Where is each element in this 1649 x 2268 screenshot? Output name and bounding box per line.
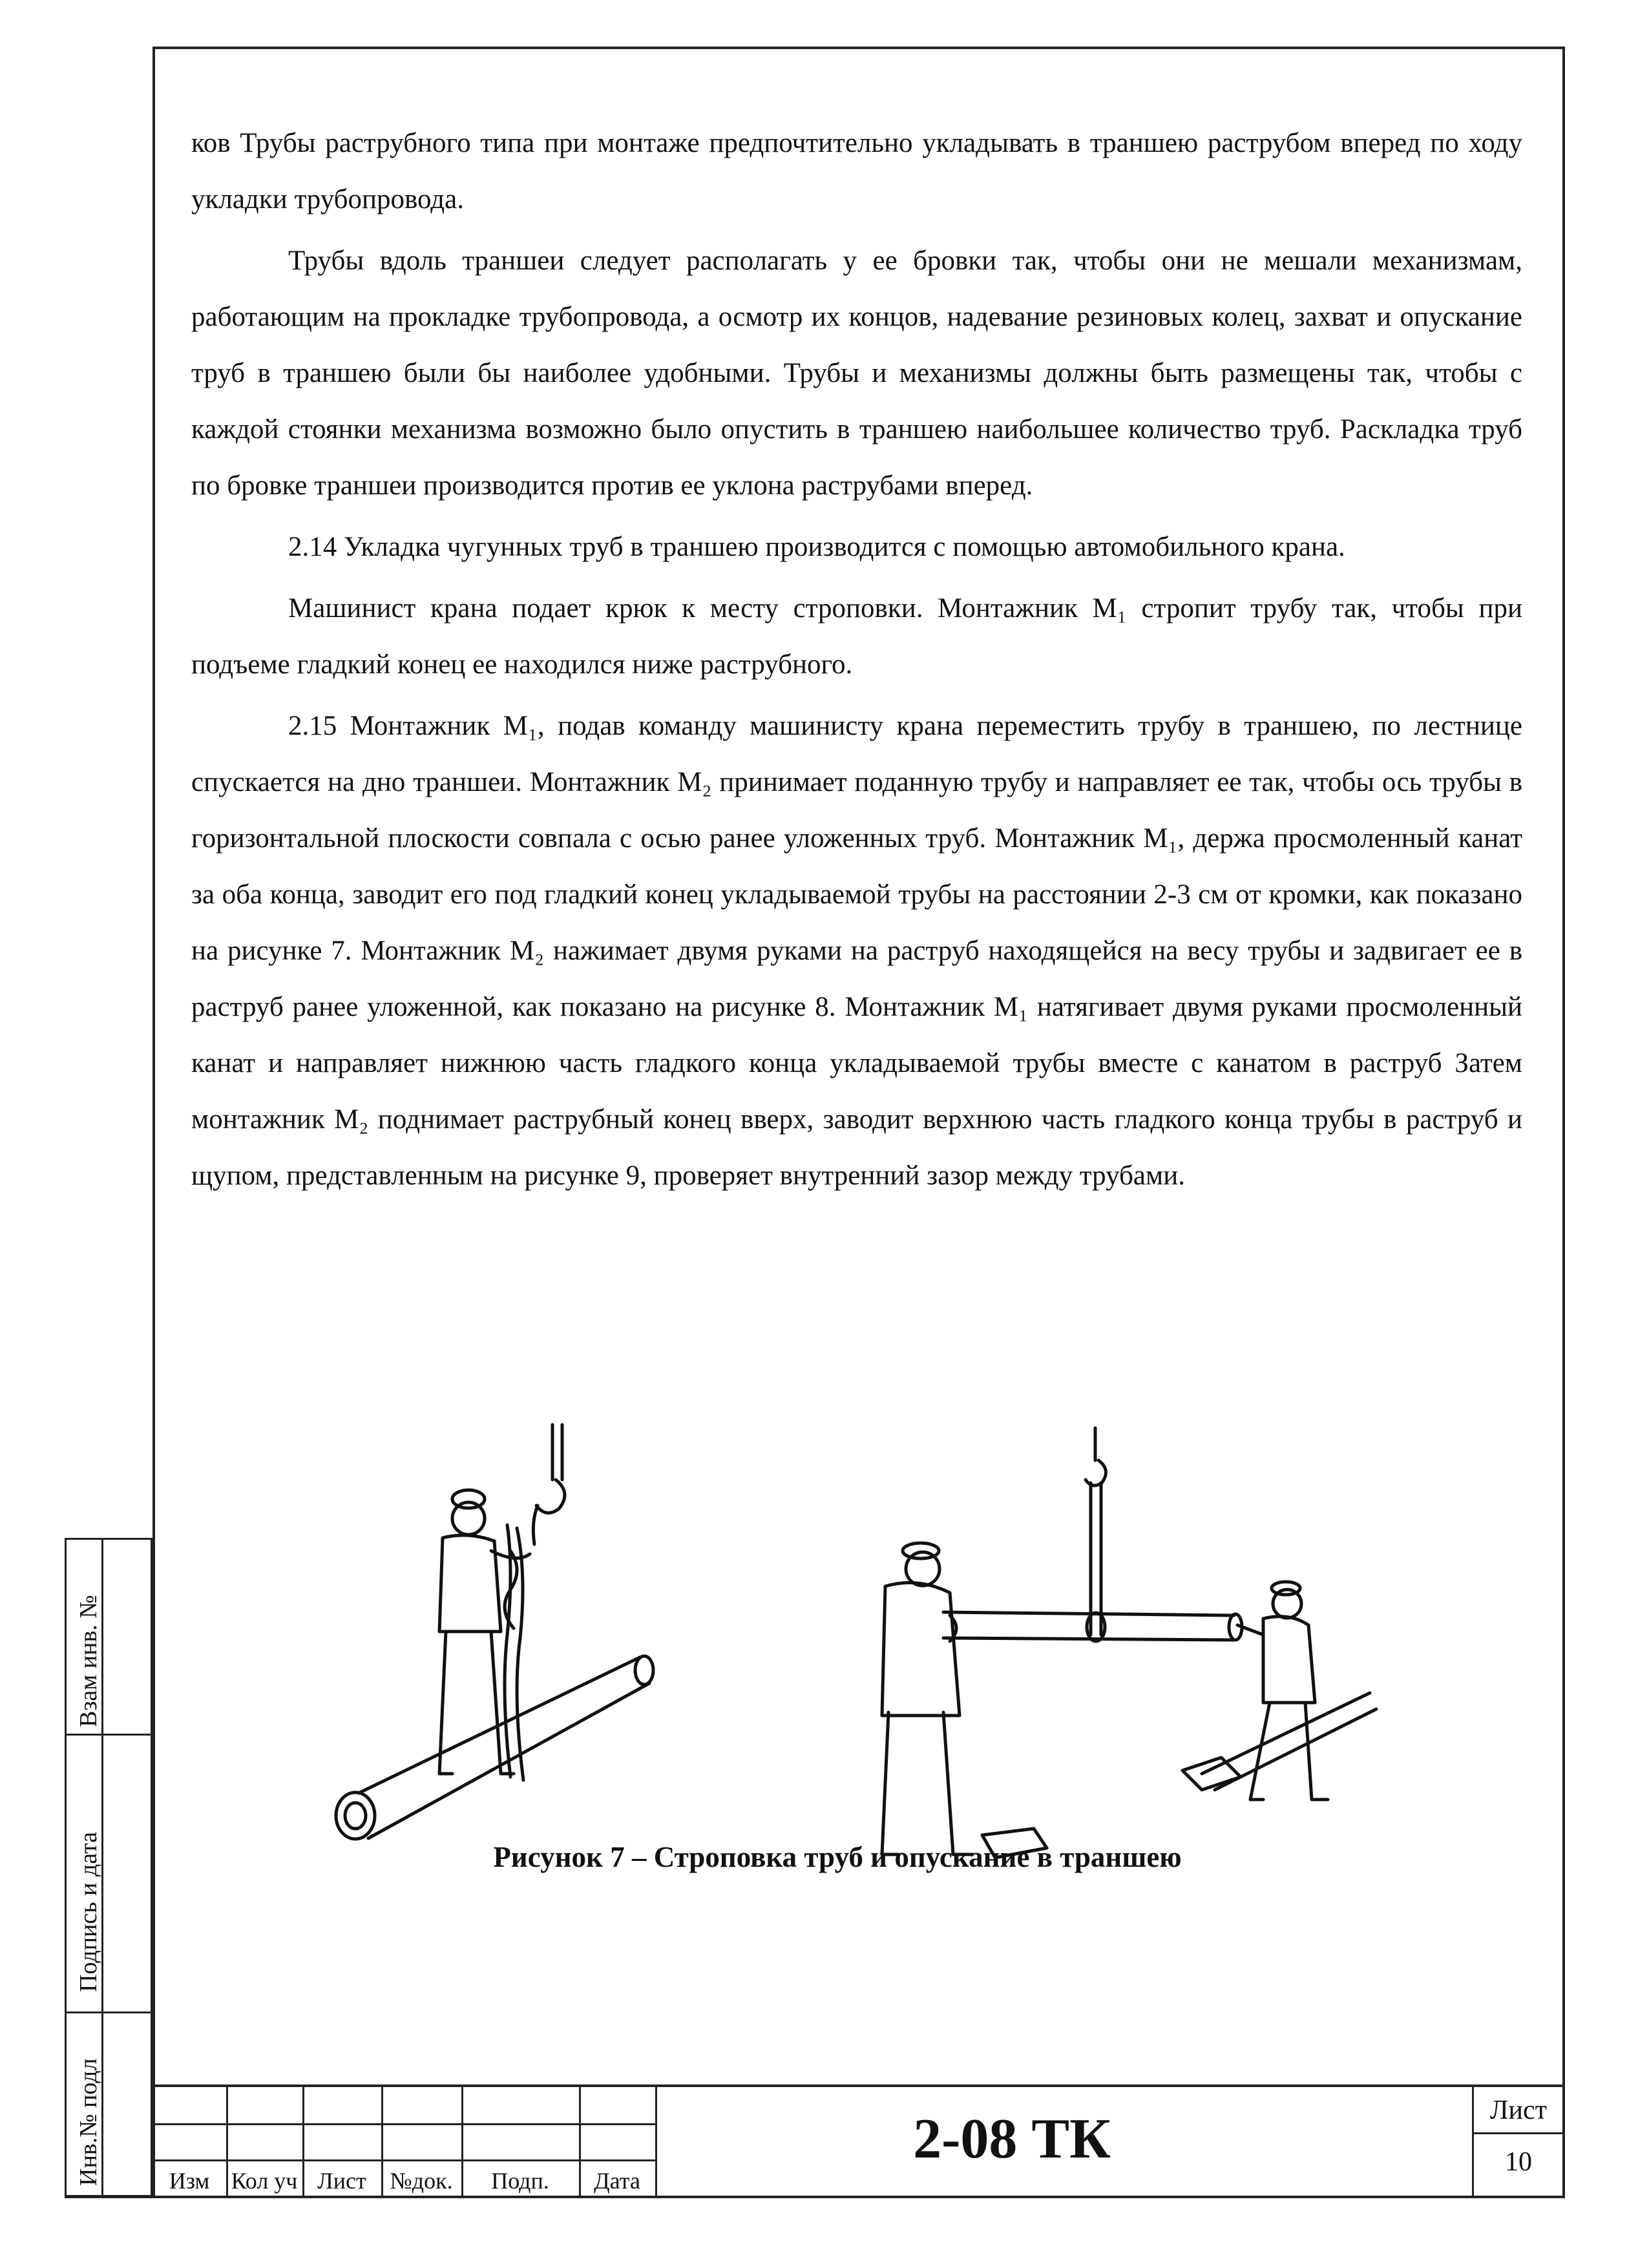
frame-left-border bbox=[152, 47, 155, 2198]
center-worker bbox=[882, 1543, 1047, 1858]
tb-row-line bbox=[152, 2123, 655, 2125]
figure-7-illustration bbox=[297, 1422, 1409, 1887]
tb-col-sheet: Лист bbox=[317, 2168, 366, 2194]
right-crane-hook bbox=[1086, 1428, 1106, 1635]
title-block bbox=[152, 2084, 1565, 2198]
pipe-slinging-drawing bbox=[297, 1422, 1409, 1887]
side-strip-row-line bbox=[67, 2011, 151, 2013]
side-label-replacement-inv: Взам инв. № bbox=[75, 1595, 102, 1727]
tb-col-signature: Подп. bbox=[491, 2168, 549, 2194]
tb-col-date: Дата bbox=[594, 2168, 640, 2194]
document-code: 2-08 ТК bbox=[913, 2108, 1111, 2170]
paragraph-2: Трубы вдоль траншеи следует располагать у ее бровки так, чтобы они не мешали механизмам, работающим на прокладке трубопровода, а осмотр их концов, надевание резиновых колец, захват и опускание труб в траншею были бы наиболее удобными. Трубы и механизмы должны быть размещены так, чтобы с каждой стоянки механизма возможно было опустить в траншею наибольшее количество труб. Раскладка труб по бровке траншеи производится против ее уклона раструбами вперед. bbox=[191, 246, 1522, 501]
tb-col-change: Изм bbox=[169, 2168, 210, 2194]
sheet-label: Лист bbox=[1490, 2095, 1547, 2125]
tb-col-qty: Кол уч bbox=[231, 2168, 298, 2194]
paragraph-4: Машинист крана подает крюк к месту строповки. Монтажник М₁ стропит трубу так, чтобы при подъеме гладкий конец ее находился ниже раструбного. bbox=[191, 593, 1522, 680]
side-label-original-inv: Инв.№ подл bbox=[75, 2058, 102, 2186]
right-worker bbox=[1237, 1582, 1328, 1800]
paragraph-5: 2.15 Монтажник М₁, подав команду машинисту крана переместить трубу в траншею, по лестнице спускается на дно траншеи. Монтажник М₂ принимает поданную трубу и направляет ее так, чтобы ось трубы в горизонтальной плоскости совпала с осью ранее уложенных труб. Монтажник М₁, держа просмоленный канат за оба конца, заводит его под гладкий конец укладываемой трубы на расстоянии 2-3 см от кромки, как показано на рисунке 7. Монтажник М₂ нажимает двумя руками на раструб находящейся на весу трубы и задвигает ее в раструб ранее уложенной, как показано на рисунке 8. Монтажник М₁ натягивает двумя руками просмоленный канат и направляет нижнюю часть гладкого конца укладываемой трубы вместе с канатом в раструб Затем монтажник М₂ поднимает раструбный конец вверх, заводит верхнюю часть гладкого конца трубы в раструб и щупом, представленным на рисунке 9, проверяет внутренний зазор между трубами. bbox=[191, 711, 1522, 1191]
paragraph-1: ков Трубы раструбного типа при монтаже предпочтительно укладывать в траншею раструбом вперед по ходу укладки трубопровода. bbox=[191, 128, 1522, 215]
figure-caption: Рисунок 7 – Строповка труб и опускание в траншею bbox=[493, 1841, 1182, 1873]
paragraph-3: 2.14 Укладка чугунных труб в траншею производится с помощью автомобильного крана. bbox=[288, 532, 1345, 562]
tb-col-doc-number: №док. bbox=[390, 2168, 453, 2194]
side-label-signature-date: Подпись и дата bbox=[75, 1831, 102, 1992]
document-body bbox=[191, 115, 1522, 1204]
tb-row-line bbox=[152, 2159, 655, 2161]
side-stamp-strip bbox=[65, 1538, 152, 2197]
right-hanging-pipe bbox=[943, 1612, 1242, 1641]
side-strip-row-line bbox=[67, 1734, 151, 1736]
right-ground-pipe bbox=[1182, 1693, 1376, 1790]
sheet-number: 10 bbox=[1505, 2147, 1532, 2177]
tb-row-line bbox=[1472, 2132, 1565, 2134]
frame-right-border bbox=[1562, 47, 1565, 2198]
left-worker bbox=[439, 1490, 530, 1780]
left-crane-hook bbox=[533, 1425, 565, 1544]
frame-top-border bbox=[152, 47, 1565, 49]
